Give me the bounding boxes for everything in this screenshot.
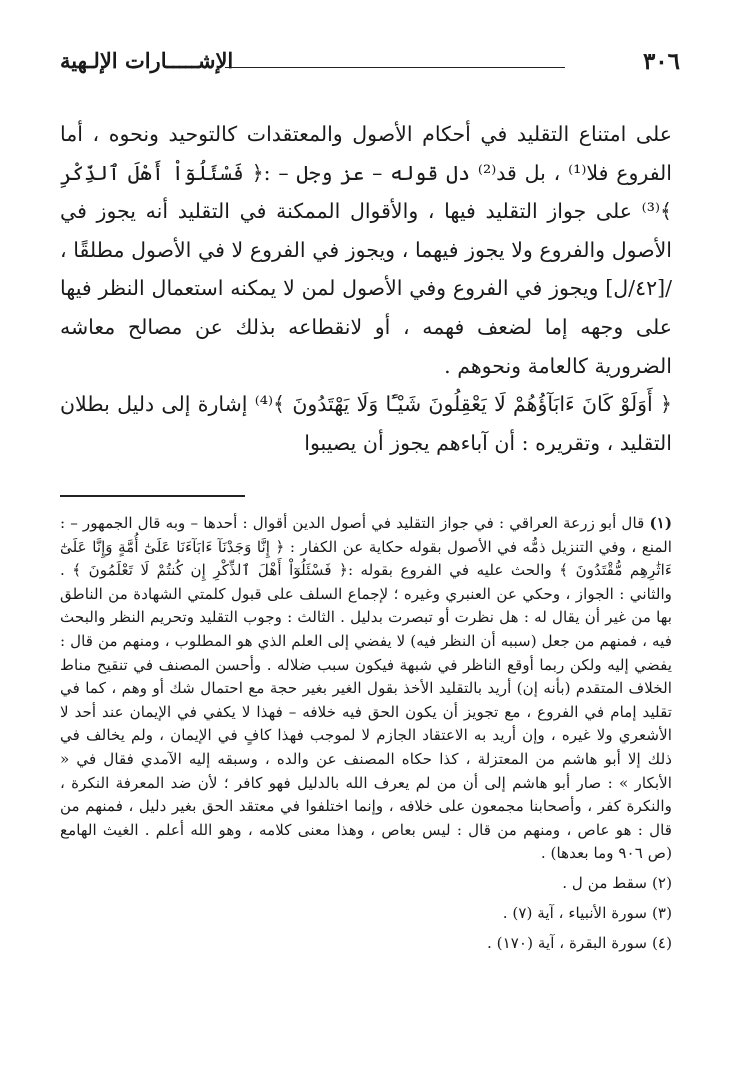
- footnote-2: (٢) سقط من ل .: [562, 873, 672, 892]
- running-title: الإشـــــارات الإلـهية: [60, 48, 234, 73]
- footnote-4: (٤) سورة البقرة ، آية (١٧٠) .: [487, 933, 672, 952]
- footnote-1-text: قال أبو زرعة العراقي : في جواز التقليد في أصول الدين أقوال : أحدها – وبه قال الجمهور – : المنع ، وفي التنزيل ذمُّه في الأصول بقوله حكاية عن الكفار : ﴿ إِنَّا وَجَدْنَآ ءَابَآءَنَا عَلَىٰٓ أُمَّةٍ وَإِنَّا عَلَىٰٓ ءَاثَٰرِهِم مُّقْتَدُونَ ﴾ والحث عليه في الفروع بقوله :﴿ فَسْئَلُوٓاْ أَهْلَ ٱلذِّكْرِ إِن كُنتُمْ لَا تَعْلَمُونَ ﴾ . والثاني : الجواز ، وحكي عن العنبري وغيره ؛ لإجماع السلف على قبول كلمتي الشهادة من الناطق بها من غير أن يقال له : هل نظرت أو تبصرت بدليل . الثالث : وجوب التقليد وتحريم النظر والبحث فيه ، فمنهم من جعل (سببه أن النظر فيه) لا يفضي إلى العلم الذي هو المطلوب ، ومنهم من قال : يفضي إليه ولكن ربما أوقع الناظر في شبهة فيكون سبب ضلاله . وأحسن المصنف في تنقيح مناط الخلاف المتقدم (بأنه إن) أريد بالتقليد الأخذ بقول الغير بغير حجة مع احتمال شك أو وهم ، كما في تقليد إمام في الفروع ، مع تجويز أن يكون الحق فيه خلافه – فهذا لا يكفي في الإيمان عند أحد لا الأشعري ولا غيره ، وإن أريد به الاعتقاد الجازم لا لموجب فهذا كافٍ في الإيمان ، ولم يخالف في ذلك إلا أبو هاشم من المعتزلة ، كذا حكاه المصنف عن والده ، وسبقه إليه الآمدي فقال في « الأبكار » : صار أبو هاشم إلى أن من لم يعرف الله بالدليل فهو كافر ؛ لأن ضد المعرفة النكرة ، والنكرة كفر ، وأصحابنا مجمعون على خلافه ، وإنما اختلفوا في معتقد الحق بغير دليل ، فمنهم من قال : هو عاص ، ومنهم من قال : ليس بعاص ، وهذا معنى كلامه ، وهو الله أعلم . الغيث الهامع (ص ٩٠٦ وما بعدها) .: [60, 514, 672, 863]
- main-text: [60, 115, 672, 462]
- footnotes: [60, 512, 672, 956]
- main-paragraph-1: على امتناع التقليد في أحكام الأصول والمعتقدات كالتوحيد ونحوه ، أما الفروع فلا⁽¹⁾ ، بل قد⁽²⁾ دل قوله – عز وجل – :﴿ فَسْئَلُوٓاْ أَهْلَ ٱلذِّكْرِ ﴾⁽³⁾ على جواز التقليد فيها ، والأقوال الممكنة في التقليد أنه يجوز في الأصول والفروع ولا يجوز فيهما ، ويجوز في الفروع لا في الأصول مطلقًا ، /[٤٢/ل] ويجوز في الفروع وفي الأصول لمن لا يمكنه استعمال النظر فيها على وجهه إما لضعف فهمه ، أو لانقطاعه بذلك عن مصالح معاشه الضرورية كالعامة ونحوهم .: [60, 122, 673, 378]
- footnote-3: (٣) سورة الأنبياء ، آية (٧) .: [502, 903, 672, 922]
- page-header: [60, 48, 680, 80]
- footnote-1-number: (١): [649, 514, 672, 532]
- footnote-1: [60, 512, 672, 866]
- footnote-separator: [60, 495, 245, 497]
- header-rule: [225, 67, 565, 68]
- page-number: ٣٠٦: [642, 48, 680, 75]
- main-paragraph-2: ﴿ أَوَلَوْ كَانَ ءَابَآؤُهُمْ لَا يَعْقِلُونَ شَيْـًٔا وَلَا يَهْتَدُونَ ﴾⁽⁴⁾ إشارة إلى دليل بطلان التقليد ، وتقريره : أن آباءهم يجوز أن يصيبوا: [60, 392, 672, 455]
